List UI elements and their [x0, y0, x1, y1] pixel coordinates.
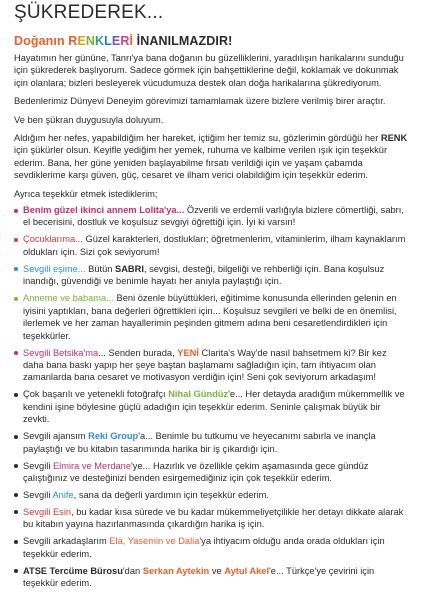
renk-letter: R [120, 34, 130, 48]
thanks-text: , bu kadar kısa sürede ve bu kadar mükemmeliyetçilikle her detayı dikkate alarak bu kitabın yayına hazırlanmasında çıkardığın harika iş için. [23, 506, 404, 530]
thanks-text: Sevgili arkadaşlarım [23, 536, 110, 547]
thanks-text: ve [209, 565, 225, 576]
thanks-text: Bütün [85, 263, 115, 274]
paragraph-gratitude: Ve ben şükran duygusuyla doluyum. [14, 114, 164, 125]
renk-letter: İ [129, 34, 134, 48]
thanks-item [14, 460, 408, 485]
thanks-highlight: Sevgili Betsika'ma [23, 347, 99, 358]
subheading-renkleri [68, 34, 133, 48]
paragraph-bodies: Bedenlerimiz Dünyevi Deneyim görevimizi tamamlamak üzere bizlere verilmiş birer araçtır. [14, 96, 386, 107]
thanks-text: 'dan [122, 565, 143, 576]
subheading-rest: İNANILMAZDIR! [136, 34, 233, 48]
thanks-item [14, 506, 408, 531]
renk-letter: E [111, 34, 121, 48]
page-title: ŞÜKREDEREK... [14, 2, 164, 23]
renk-letter: K [95, 34, 105, 48]
section-subheading [14, 33, 408, 49]
paragraph-thanks-intro: Ayrıca teşekkür etmek istediklerim; [14, 188, 158, 199]
thanks-item [14, 347, 408, 384]
thanks-highlight: Benim güzel ikinci annem Lolita'ya... [23, 205, 185, 216]
thanks-highlight: YENİ [177, 347, 199, 358]
subheading-word-doganin: Doğanın [14, 34, 65, 48]
thanks-text: Clarita's Way'de nasıl bahsetmem ki? Bir kez daha bana baskı yapıp her şeye baştan başlamamı sağladığın için, tam ihtiyacım olan zamanlarda bana cesaret ve motivasyon verdiğin için! Seni çok seviyorum arkadaşım! [23, 347, 387, 383]
thanks-list [14, 204, 408, 590]
thanks-text: 'e... Türkçe'ye çevirini için teşekkür ederim. [23, 565, 375, 589]
thanks-item [14, 565, 408, 590]
thanks-item [14, 535, 408, 560]
thanks-text: , sana da değerli yardımın için teşekkür ederim. [73, 489, 269, 500]
paragraph-bold-renk: RENK [380, 133, 408, 144]
renk-letter: E [77, 34, 86, 48]
thanks-highlight: Elmira ve Merdane [52, 460, 132, 471]
thanks-item [14, 388, 408, 425]
thanks-highlight: Sevgili Esin [23, 506, 72, 517]
thanks-highlight: Reki Group [88, 431, 139, 442]
thanks-item [14, 292, 408, 342]
thanks-item [14, 489, 408, 501]
thanks-text: Beni özenle büyüttükleri, eğitimime konusunda ellerinden gelenin en iyisini yaptıkları, bana değerleri öğrettikleri için... Koşulsuz sevgileri ve belki de en önemlisi, ilerlemek ve her zaman hayallerimin peşinden gitmem adına beni cesaretlendirdikleri için teşekkürler. [23, 293, 397, 341]
thanks-highlight: Anneme ve babama... [23, 293, 114, 304]
renk-letter: L [104, 34, 112, 48]
thanks-text: SABRI [115, 263, 144, 274]
paragraph-breath [14, 132, 408, 182]
thanks-highlight: Sevgili eşime... [23, 263, 86, 274]
thanks-item [14, 233, 408, 258]
thanks-item [14, 263, 408, 288]
thanks-text: , sevgisi, desteği, bilgeliği ve rehberliği için. Bana koşulsuz inandığı, güvendiği ve benimle hayatı her anıyla paylaştığı için. [23, 263, 385, 287]
thanks-text: Çok başarılı ve yetenekli fotoğrafçı [23, 389, 169, 400]
thanks-text: ... Senden burada, [98, 347, 178, 358]
renk-letter: N [85, 34, 95, 48]
thanks-text: ATSE Tercüme Bürosu [23, 565, 123, 576]
thanks-text: Sevgili ajansım [23, 431, 89, 442]
paragraph-text: Aldığım her nefes, yapabildiğim her hareket, içtiğim her temiz su, gözlerimin gördüğü her [14, 133, 381, 144]
thanks-highlight: Ela, Yasemin ve Dalia [109, 536, 200, 547]
thanks-text: Sevgili [23, 489, 53, 500]
thanks-highlight: Nihal Gündüz [168, 389, 229, 400]
paragraph-intro: Hayatımın her gününe, Tanrı'ya bana doğanın bu güzelliklerini, yaradılışın harikalarını sunduğu için şükrederek başlıyorum. Sadece görmek için bahşettiklerine değil, koklamak ve dokunmak için olanlara; bizleri besleyerek vücudumuza destek olan doğa harikalarına şükrediyorum. [14, 53, 404, 88]
thanks-text: 'ye... Hazırlık ve özellikle çekim aşamasında gece gündüz çalıştığınız ve desteğinizi benden esirgemediğiniz için çok teşekkür ederim. [23, 460, 369, 483]
thanks-highlight: Serkan Aytekin [142, 565, 210, 576]
paragraph-text: için şükürler olsun. Keyifle yediğim her yemek, ruhuma ve kalbime verilen ışık için teşekkür ederim. Bana, her güne yeniden başlayabilme fırsatı verildiği için ve yaşam çabamda sevdiklerime karşı güven, güç, cesaret ve ilham verici olabildiğim için teşekkür ederim. [14, 145, 388, 181]
thanks-text: 'a... Benimle bu tutkumu ve heyecanımı sabırla ve inançla paylaştığı ve bu kitabın tasarımında harika bir iş çıkardığı için. [23, 431, 376, 454]
thanks-highlight: Aytul Akel [224, 565, 270, 576]
thanks-item [14, 204, 408, 229]
thanks-highlight: Anife [52, 489, 74, 500]
thanks-text: Özverili ve erdemli varlığıyla bizlere cömertliği, sabrı, el becerisini, dostluk ve koşulsuz sevgiyi öğrettiği için. İyi ki varsın! [23, 205, 404, 228]
thanks-highlight: Çocuklarıma... [23, 234, 83, 245]
thanks-text: 'ya ihtiyacım olduğu anda orada oldukları için teşekkür ederim. [23, 536, 385, 559]
thanks-text: Sevgili [23, 460, 53, 471]
renk-letter: R [68, 34, 78, 48]
thanks-text: Güzel karakterleri, dostlukları; öğretmenlerim, vitaminlerim, ilham kaynaklarım oldukları için. Sizi çok seviyorum! [23, 234, 406, 257]
thanks-item [14, 430, 408, 455]
thanks-text: 'e... Her detayda aradığım mükemmellik ve kendini işine böylesine güçlü adadığın için teşekkür ederim. Seninle çalışmak büyük bir zevkti. [23, 389, 405, 425]
